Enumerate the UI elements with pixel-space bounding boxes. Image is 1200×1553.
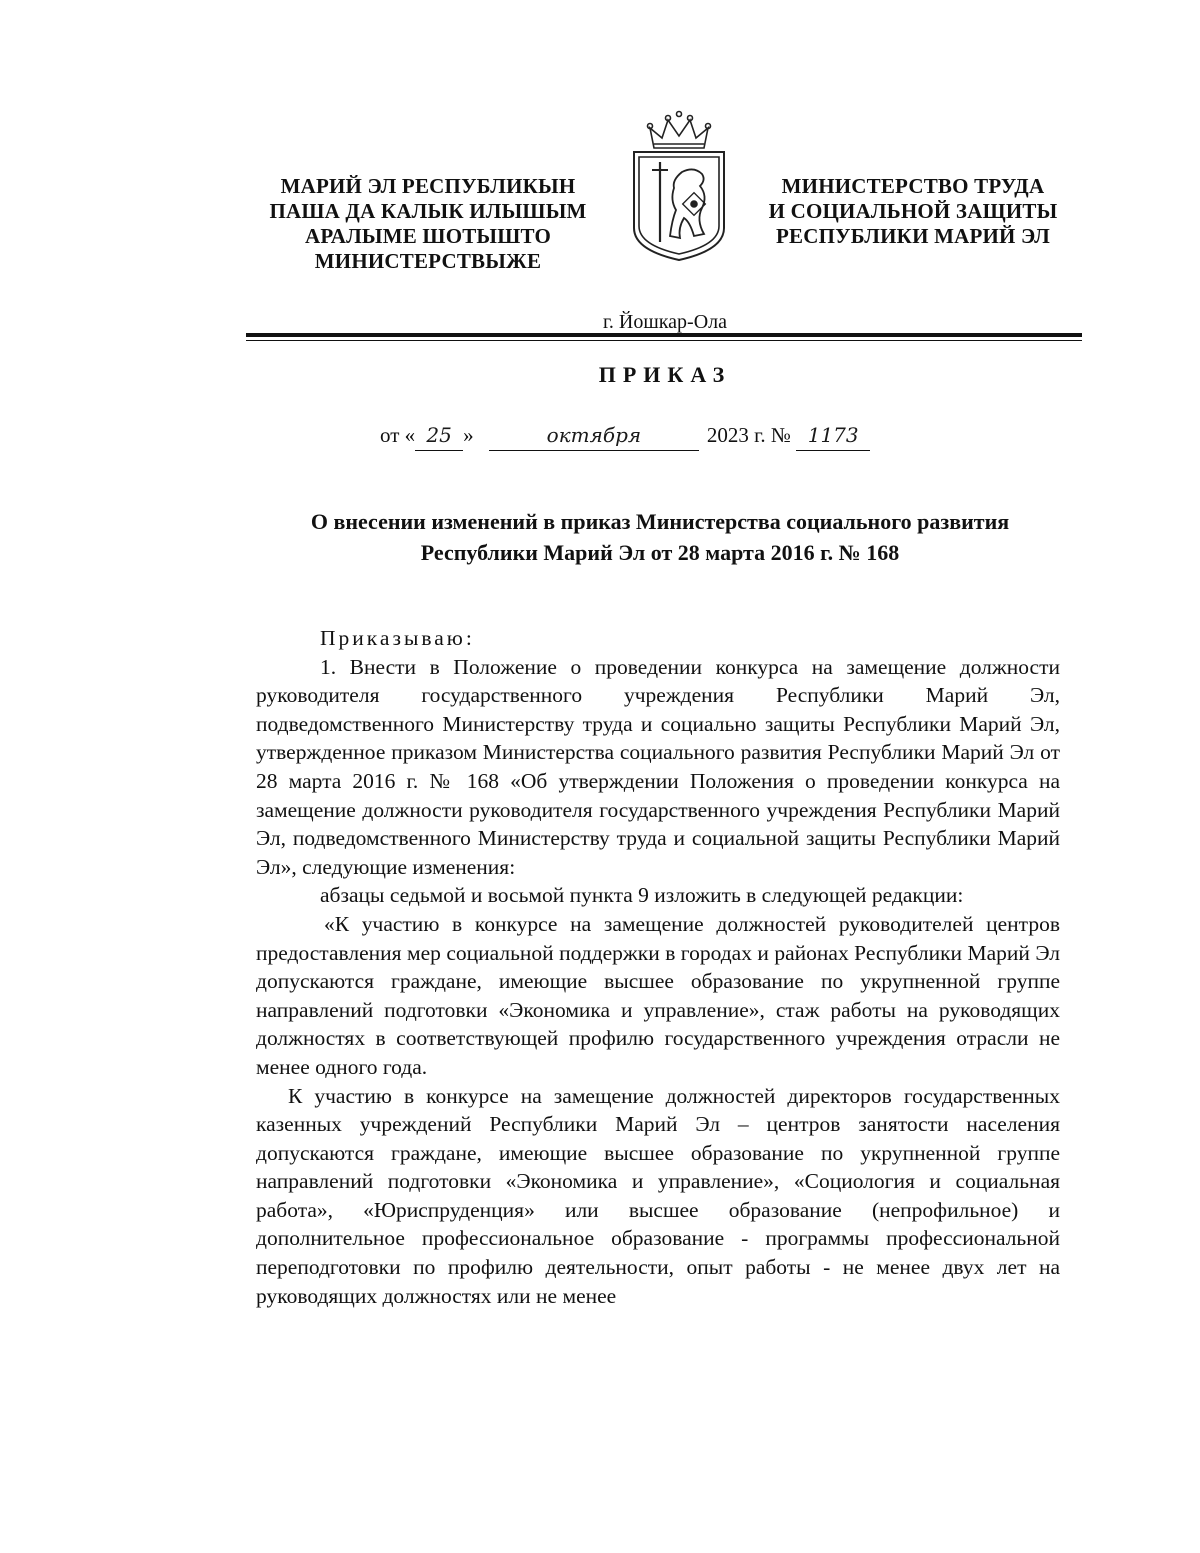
ministry-name-russian-line: РЕСПУБЛИКИ МАРИЙ ЭЛ xyxy=(775,224,1050,248)
order-day: 25 xyxy=(415,420,463,451)
document-title-line: Республики Марий Эл от 28 марта 2016 г. № 168 xyxy=(420,540,900,565)
date-prefix: от « xyxy=(380,423,416,447)
ministry-name-mari-line: ПАША ДА КАЛЫК ИЛЫШЫМ xyxy=(269,199,587,223)
ministry-name-russian-line: И СОЦИАЛЬНОЙ ЗАЩИТЫ xyxy=(768,199,1058,223)
date-day-suffix: » xyxy=(463,423,474,447)
paragraph-item-1: 1. Внести в Положение о проведении конкурса на замещение должности руководителя государственного учреждения Республики Марий Эл, подведомственного Министерству труда и социально защиты Республики Марий Эл, утвержденное приказом Министерства социального развития Республики Марий Эл от 28 марта 2016 г. № 168 «Об утверждении Положения о проведении конкурса на замещение должности руководителя государственного учреждения Республики Марий Эл, подведомственного Министерству труда и социальной защиты Республики Марий Эл», следующие изменения: xyxy=(256,654,1060,879)
ministry-name-russian-line: МИНИСТЕРСТВО ТРУДА xyxy=(781,174,1045,198)
order-word: Приказываю: xyxy=(320,626,475,650)
ministry-name-mari xyxy=(248,174,608,274)
order-year: 2023 г. № xyxy=(706,423,791,447)
order-number: 1173 xyxy=(796,420,870,451)
ministry-name-mari-line: МАРИЙ ЭЛ РЕСПУБЛИКЫН xyxy=(280,174,576,198)
document-title xyxy=(210,506,1110,568)
document-type: ПРИКАЗ xyxy=(598,362,732,387)
paragraph-amendment-intro: абзацы седьмой и восьмой пункта 9 изложить в следующей редакции: xyxy=(320,883,964,908)
order-month: октября xyxy=(489,420,699,451)
document-title-line: О внесении изменений в приказ Министерства социального развития xyxy=(310,509,1010,534)
document-body xyxy=(256,624,1060,1310)
ministry-name-russian xyxy=(752,174,1074,249)
header-divider-thick xyxy=(246,333,1082,337)
ministry-name-mari-line: МИНИСТЕРСТВЫЖЕ xyxy=(314,249,542,273)
header-divider-thin xyxy=(246,340,1082,341)
city-name: г. Йошкар-Ола xyxy=(602,311,728,333)
paragraph-amendment-text-1: «К участию в конкурсе на замещение должностей руководителей центров предоставления мер социальной поддержки в городах и районах Республики Марий Эл допускаются граждане, имеющие высшее образование по укрупненной группе направлений подготовки «Экономика и управление», стаж работы на руководящих должностях в соответствующей профилю государственного учреждения отрасли не менее одного года. xyxy=(256,911,1060,1079)
ministry-name-mari-line: АРАЛЫМЕ ШОТЫШТО xyxy=(305,224,551,248)
coat-of-arms-icon xyxy=(624,110,734,270)
paragraph-amendment-text-2: К участию в конкурсе на замещение должностей директоров государственных казенных учреждений Республики Марий Эл – центров занятости населения допускаются граждане, имеющие высшее образование по укрупненной группе направлений подготовки «Экономика и управление», «Социология и социальная работа», «Юриспруденция» или высшее образование (непрофильное) и дополнительное профессиональное образование - программы профессиональной переподготовки по профилю деятельности, опыт работы - не менее двух лет на руководящих должностях или не менее xyxy=(256,1083,1060,1308)
order-date-line xyxy=(380,420,960,451)
